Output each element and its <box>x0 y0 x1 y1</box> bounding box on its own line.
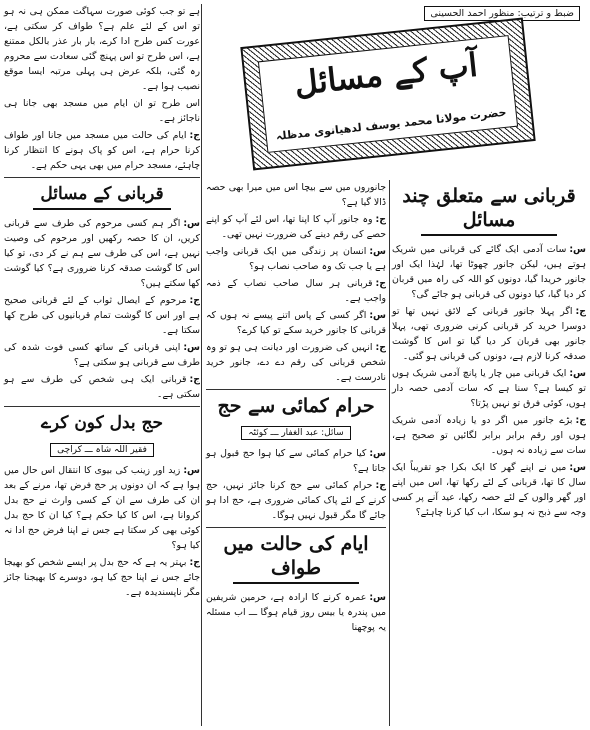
qa-item <box>392 304 586 364</box>
question-label: س: <box>369 592 386 603</box>
question-text: عمرہ کرنے کا ارادہ ہے، حرمین شریفین میں پندرہ یا بیس روز قیام ہوگا ـــ اب مسئلہ یہ پوچھنا <box>206 592 386 633</box>
question-label: س: <box>569 244 586 255</box>
page-title: آپ کے مسائل <box>292 45 480 103</box>
qa-item <box>392 366 586 411</box>
title-banner <box>240 17 535 170</box>
answer-label: ج: <box>189 374 200 385</box>
answer-label: ج: <box>189 130 200 141</box>
question-text: کیا حرام کمائی سے کیا ہوا حج قبول ہو جاتا ہے؟ <box>206 448 386 474</box>
qa-item <box>206 308 386 338</box>
answer-label: ج: <box>375 214 386 225</box>
answer-label: ج: <box>189 557 200 568</box>
qa-item <box>206 446 386 476</box>
answer-text: قربانی ایک ہی شخص کی طرف سے ہو سکتی ہے۔ <box>4 374 200 400</box>
qa-item <box>4 293 200 338</box>
qa-item <box>4 555 200 600</box>
question-label: س: <box>369 310 386 321</box>
qa-item <box>206 276 386 306</box>
question-text: ایک قربانی میں چار یا پانچ آدمی شریک ہوں تو کیسا ہے؟ سنا ہے کہ سات آدمی حصہ دار ہوں، کوئی فرق تو نہیں پڑتا؟ <box>392 368 586 409</box>
answer-label: ج: <box>375 278 386 289</box>
column-right <box>392 180 586 730</box>
divider <box>4 177 200 178</box>
qa-item <box>392 242 586 302</box>
qa-item <box>4 463 200 553</box>
section-heading-qurbani-chand: قربانی سے متعلق چند مسائل <box>402 185 576 231</box>
answer-label: ج: <box>375 480 386 491</box>
qa-item <box>206 590 386 635</box>
divider <box>206 527 386 528</box>
divider <box>4 406 200 407</box>
continued-paragraph-2: اس طرح تو ان ایام میں مسجد بھی جانا ہی ناجائز ہے۔ <box>4 98 200 124</box>
qa-item <box>4 372 200 402</box>
continued-text: جانوروں میں سے بیچا اس میں میرا بھی حصہ ڈالا گیا ہے؟ <box>206 182 386 208</box>
title-banner-inner <box>258 35 518 153</box>
question-text: میں نے اپنے گھر کا ایک بکرا جو تقریباً ایک سال کا تھا، قربانی کے لئے رکھا تھا، اس میں اپنے اور گھر والوں کے لئے حصہ رکھا، عید آنے پر کسی وجہ سے ذبح نہ ہو سکا، اب کیا کرنا چاہئے؟ <box>392 462 586 518</box>
question-label: س: <box>569 368 586 379</box>
heading-underline <box>233 582 359 584</box>
byline: سائل: عبد الغفار ـــ کوئٹہ <box>241 426 350 440</box>
divider <box>206 389 386 390</box>
qa-item <box>206 212 386 242</box>
byline-wrap <box>206 420 386 440</box>
qa-item <box>206 478 386 523</box>
question-text: سات آدمی ایک گائے کی قربانی میں شریک ہوتے ہیں، لیکن جانور چھوٹا تھا، لہٰذا ایک اور جانور خریدا گیا، دونوں کو اللہ کی راہ میں قربان کر دیا گیا، کیا دونوں کی قربانی ہو جائے گی؟ <box>392 244 586 300</box>
answer-text: اگر پہلا جانور قربانی کے لائق نہیں تھا تو دوسرا خرید کر قربانی کرنی ضروری تھی، پہلا جانور بھی قربان کر دیا گیا تو اس کا گوشت صدقہ کرنا لازم ہے، دونوں کی قربانی ہو گئی۔ <box>392 306 586 362</box>
heading-underline <box>421 234 557 236</box>
continued-paragraph-1: ہے تو جب کوئی صورت سہاگت ممکن ہی نہ ہو تو اس کے لئے علم ہے؟ طواف کر سکتی ہے، عورت کس طرح ادا کرے، بار بار عذر بالکل ممتنع ہے، اس طرح تو اس پہنچ گئی سعادت سے محروم رہ گئی، بلکہ عرض ہی پہلی مرتبہ ایسا موقع نصیب ہوا ہے۔ <box>4 6 200 92</box>
answer-label: ج: <box>375 342 386 353</box>
compiler-credit: ضبط و ترتیب: منظور احمد الحسینی <box>424 6 580 21</box>
qa-item <box>206 340 386 385</box>
section-heading-ayyam: ایام کی حالت میں طواف <box>223 533 369 579</box>
column-divider-left <box>201 4 202 726</box>
byline-wrap <box>4 437 200 457</box>
heading-underline <box>33 208 170 210</box>
answer-text: وہ جانور آپ کا اپنا تھا، اس لئے آپ کو اپنے حصے کی رقم دینے کی ضرورت نہیں تھی۔ <box>206 214 386 240</box>
qa-item <box>206 180 386 210</box>
question-text: اگر ہم کسی مرحوم کی طرف سے قربانی کریں، ان کا حصہ رکھیں اور مرحوم کی وصیت نہیں ہے، اس کی طرف سے ہم نے کر دی، تو کیا اس کا گوشت صدقہ کرنا ضروری ہے؟ کیا گوشت کھا سکتے ہیں؟ <box>4 218 200 289</box>
section-heading-haram: حرام کمائی سے حج <box>217 395 375 417</box>
qa-item <box>4 340 200 370</box>
question-label: س: <box>569 462 586 473</box>
answer-text: بڑے جانور میں اگر دو یا زیادہ آدمی شریک ہوں اور رقم برابر برابر لگائیں تو صحیح ہے، سات سے زیادہ نہ ہوں۔ <box>392 415 586 456</box>
question-label: س: <box>369 246 386 257</box>
question-text: اپنی قربانی کے ساتھ کسی فوت شدہ کی طرف سے قربانی ہو سکتی ہے؟ <box>4 342 200 368</box>
question-label: س: <box>369 448 386 459</box>
byline: فقیر اللہ شاہ ـــ کراچی <box>50 443 154 457</box>
question-label: س: <box>183 465 200 476</box>
answer-text: ایام کی حالت میں مسجد میں جانا اور طواف کرنا حرام ہے، اس کو پاک ہونے کا انتظار کرنا چاہئے، مسجد حرام میں بھی یہی حکم ہے۔ <box>4 130 200 171</box>
continued-paragraph-3 <box>4 128 200 173</box>
answer-text: قربانی ہر سال صاحب نصاب کے ذمہ واجب ہے۔ <box>206 278 386 304</box>
column-divider-right <box>389 180 390 726</box>
question-text: زید اور زینب کی بیوی کا انتقال اس حال میں ہوا ہے کہ ان دونوں پر حج فرض تھا، مرنے کے بعد ان کی طرف سے ان کے کسی وارث نے حج بدل کروانا ہے، اس کا کیا حکم ہے؟ کیا ان کا حج بدل کوئی بھی کر سکتا ہے جس نے اپنا فرض حج ادا نہ کیا ہو؟ <box>4 465 200 551</box>
answer-text: حرام کمائی سے حج کرنا جائز نہیں، حج کرنے کے لئے پاک کمائی ضروری ہے، حج ادا ہو جائے گا مگر قبول نہیں ہوگا۔ <box>206 480 386 521</box>
answer-label: ج: <box>575 306 586 317</box>
answer-label: ج: <box>189 295 200 306</box>
question-text: انسان پر زندگی میں ایک قربانی واجب ہے یا جب تک وہ صاحب نصاب ہو؟ <box>206 246 386 272</box>
qa-item <box>392 413 586 458</box>
answer-text: مرحوم کے ایصال ثواب کے لئے قربانی صحیح ہے اور اس کا گوشت تمام قربانیوں کی طرح کھا سکتا ہے۔ <box>4 295 200 336</box>
column-left <box>4 0 200 730</box>
section-heading-qurbani: قربانی کے مسائل <box>40 184 164 204</box>
answer-text: انہیں کی ضرورت اور دیانت ہی ہو تو وہ شخص قربانی کی رقم دے دے، جانور خرید نادرست ہے۔ <box>206 342 386 383</box>
title-box <box>206 2 586 178</box>
question-label: س: <box>183 342 200 353</box>
qa-item <box>4 216 200 291</box>
question-label: س: <box>183 218 200 229</box>
column-middle <box>206 180 386 730</box>
author-line: حضرت مولانا محمد یوسف لدھیانوی مدظلہ <box>275 105 508 143</box>
qa-item <box>206 244 386 274</box>
question-text: اگر کسی کے پاس اتنے پیسے نہ ہوں کہ قربانی کا جانور خرید سکے تو کیا کرے؟ <box>206 310 386 336</box>
qa-item <box>392 460 586 520</box>
section-heading-hajj-badal: حج بدل کون کرے <box>40 413 164 433</box>
answer-label: ج: <box>575 415 586 426</box>
answer-text: بہتر یہ ہے کہ حج بدل پر ایسے شخص کو بھیجا جائے جس نے اپنا حج کیا ہو، دوسرے کا بھیجنا جائز مگر ناپسندیدہ ہے۔ <box>4 557 200 598</box>
